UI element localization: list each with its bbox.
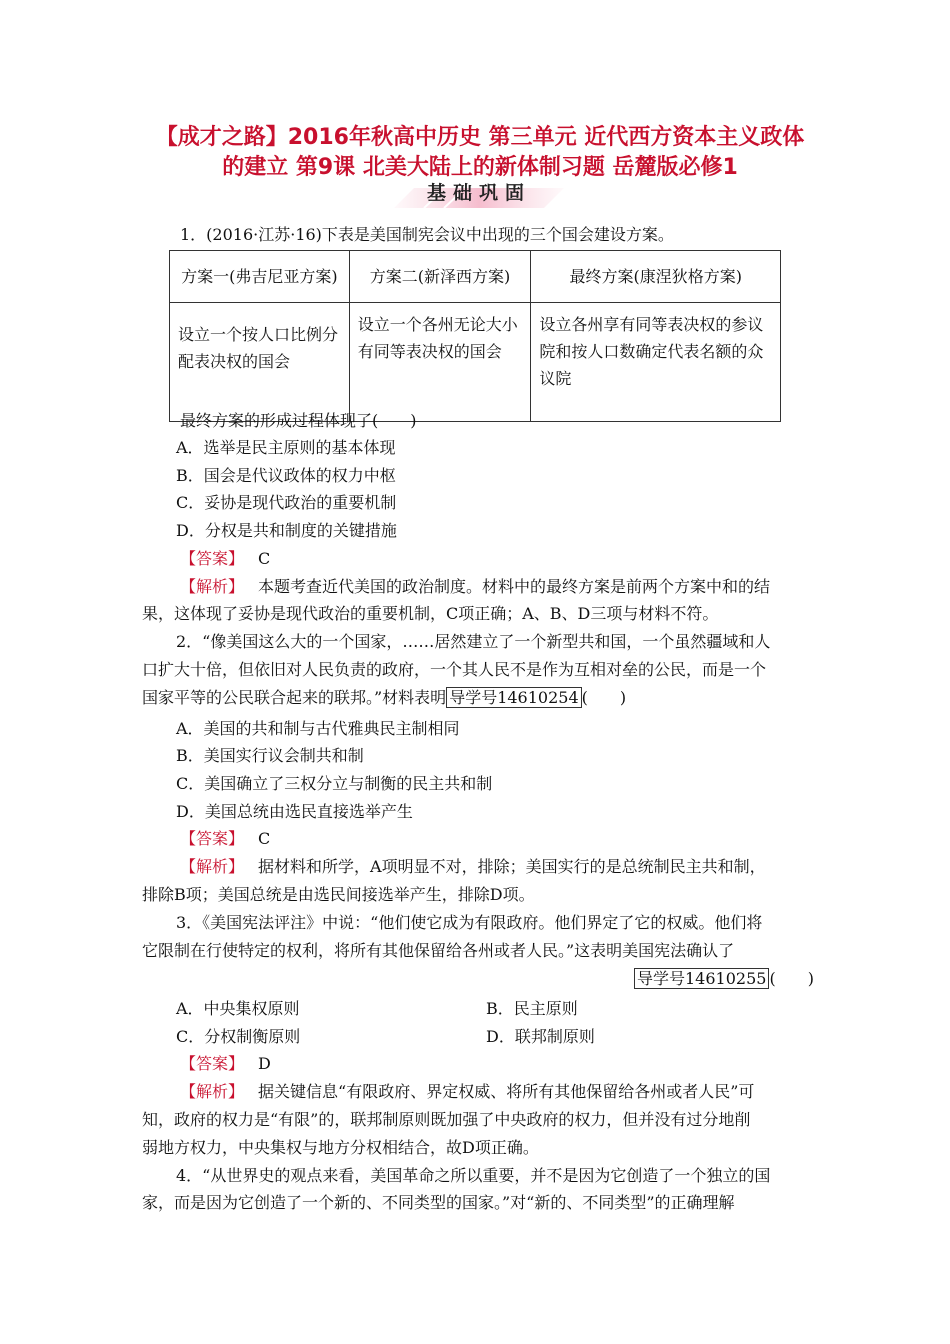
- q2-stem-text: 国家平等的公民联合起来的联邦。”材料表明: [142, 688, 447, 707]
- q1-answer: [180, 548, 270, 570]
- q3-analysis-line-2: 知，政府的权力是“有限”的，联邦制原则既加强了中央政府的权力，但并没有过分地削: [142, 1110, 751, 1129]
- q1-option-b: B．国会是代议政体的权力中枢: [176, 466, 396, 485]
- answer-parentheses: ( ): [581, 688, 627, 707]
- answer-label: 【答案】: [180, 829, 245, 848]
- q2-stem-line-1: 2．“像美国这么大的一个国家，……居然建立了一个新型共和国，一个虽然疆域和人: [176, 632, 771, 651]
- answer-parentheses: ( ): [769, 969, 814, 988]
- q1-table: [169, 250, 781, 422]
- q1-analysis: [180, 576, 770, 598]
- table-header-cell: 方案一(弗吉尼亚方案): [170, 251, 350, 303]
- q2-option-c: C．美国确立了三权分立与制衡的民主共和制: [176, 774, 493, 793]
- q3-analysis-line-3: 弱地方权力，中央集权与地方分权相结合，故D项正确。: [142, 1138, 539, 1157]
- analysis-label: 【解析】: [180, 857, 245, 876]
- table-cell: 设立一个各州无论大小有同等表决权的国会: [349, 303, 531, 422]
- q3-guide-line: [634, 968, 814, 990]
- table-header-row: [170, 251, 781, 303]
- section-heading: 基础巩固: [426, 182, 531, 204]
- q2-option-a: A．美国的共和制与古代雅典民主制相同: [176, 719, 460, 738]
- table-header-cell: 方案二(新泽西方案): [349, 251, 531, 303]
- document-title-line-2: 的建立 第9课 北美大陆上的新体制习题 岳麓版必修1: [222, 155, 738, 180]
- q2-stem-line-3: [142, 687, 626, 709]
- answer-value: C: [258, 829, 271, 848]
- q2-option-d: D．美国总统由选民直接选举产生: [176, 802, 413, 821]
- table-cell: 设立各州享有同等表决权的参议院和按人口数确定代表名额的众议院: [531, 303, 781, 422]
- q1-question: 最终方案的形成过程体现了( ): [180, 411, 417, 430]
- document-title-line-1: 【成才之路】2016年秋高中历史 第三单元 近代西方资本主义政体: [155, 125, 805, 150]
- q1-stem: 1．(2016·江苏·16)下表是美国制宪会议中出现的三个国会建设方案。: [180, 225, 674, 244]
- q1-option-c: C．妥协是现代政治的重要机制: [176, 493, 397, 512]
- answer-label: 【答案】: [180, 1054, 245, 1073]
- q2-answer: [180, 828, 270, 850]
- q3-stem-line-2: 它限制在行使特定的权利，将所有其他保留给各州或者人民。”这表明美国宪法确认了: [142, 941, 735, 960]
- q3-option-b: B．民主原则: [486, 999, 578, 1018]
- q2-option-b: B．美国实行议会制共和制: [176, 746, 364, 765]
- q2-analysis: [180, 856, 766, 878]
- q3-option-a: A．中央集权原则: [176, 999, 300, 1018]
- analysis-label: 【解析】: [180, 577, 245, 596]
- q3-analysis: [180, 1081, 754, 1103]
- q4-stem-line-2: 家，而是因为它创造了一个新的、不同类型的国家。”对“新的、不同类型”的正确理解: [142, 1193, 735, 1212]
- q2-analysis-line-2: 排除B项；美国总统是由选民间接选举产生，排除D项。: [142, 885, 535, 904]
- guide-number: 导学号14610254: [446, 687, 581, 708]
- q1-analysis-line-2: 果，这体现了妥协是现代政治的重要机制，C项正确；A、B、D三项与材料不符。: [142, 604, 719, 623]
- q3-answer: [180, 1053, 271, 1075]
- q3-stem-line-1: 3．《美国宪法评注》中说：“他们使它成为有限政府。他们界定了它的权威。他们将: [176, 913, 763, 932]
- answer-label: 【答案】: [180, 549, 245, 568]
- analysis-label: 【解析】: [180, 1082, 245, 1101]
- guide-number: 导学号14610255: [634, 968, 769, 989]
- table-cell: 设立一个按人口比例分配表决权的国会: [170, 303, 350, 422]
- q2-stem-line-2: 口扩大十倍，但依旧对人民负责的政府，一个其人民不是作为互相对垒的公民，而是一个: [142, 660, 767, 679]
- q1-option-a: A．选举是民主原则的基本体现: [176, 438, 396, 457]
- analysis-text: 据材料和所学，A项明显不对，排除；美国实行的是总统制民主共和制，: [258, 857, 766, 876]
- answer-value: C: [258, 549, 271, 568]
- q4-stem-line-1: 4．“从世界史的观点来看，美国革命之所以重要，并不是因为它创造了一个独立的国: [176, 1166, 771, 1185]
- table-row: [170, 303, 781, 422]
- q3-option-c: C．分权制衡原则: [176, 1027, 301, 1046]
- analysis-text: 本题考查近代美国的政治制度。材料中的最终方案是前两个方案中和的结: [258, 577, 771, 596]
- q3-option-d: D．联邦制原则: [486, 1027, 595, 1046]
- q1-option-d: D．分权是共和制度的关键措施: [176, 521, 397, 540]
- table-header-cell: 最终方案(康涅狄格方案): [531, 251, 781, 303]
- answer-value: D: [258, 1054, 271, 1073]
- analysis-text: 据关键信息“有限政府、界定权威、将所有其他保留给各州或者人民”可: [258, 1082, 755, 1101]
